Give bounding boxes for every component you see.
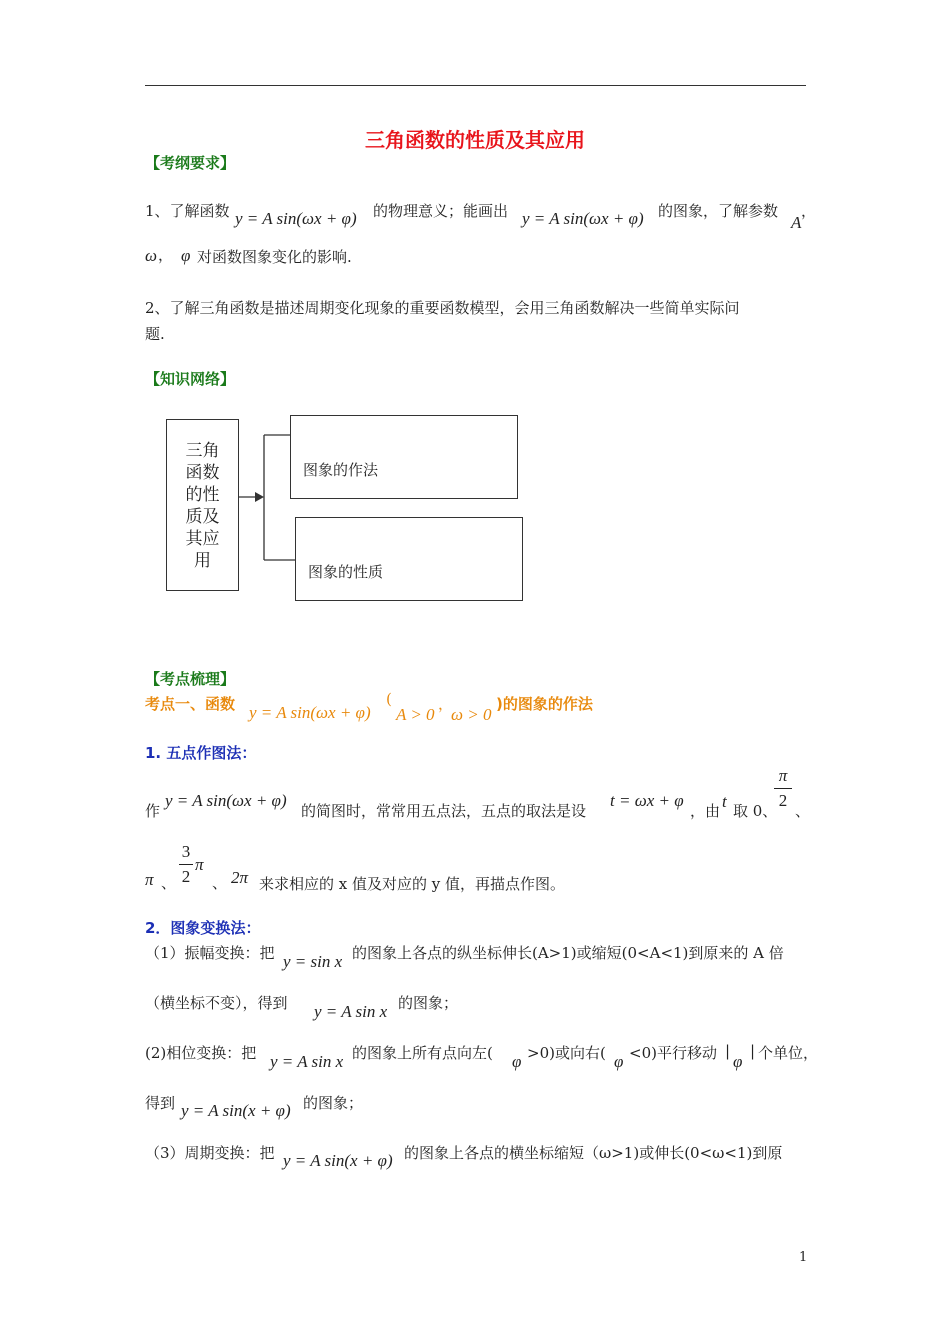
value-pi: π <box>195 855 204 874</box>
point1-comma: ， <box>438 695 454 713</box>
subheading-transform: 2．图象变换法： <box>145 919 261 937</box>
transform2-phi-1: φ <box>512 1052 522 1071</box>
header-rule <box>145 85 806 86</box>
value-2pi: 2π <box>231 868 249 887</box>
five-point-t-formula: t = ωx + φ <box>610 791 684 810</box>
transform2-text-a: (2)相位变换：把 <box>145 1044 257 1062</box>
fraction-pi-over-2: π 2 <box>774 766 792 811</box>
five-point-text-b: 的简图时，常常用五点法，五点的取法是设 <box>301 802 587 820</box>
subheading-five-point: 1. 五点作图法： <box>145 744 257 762</box>
section-heading-network: 【知识网络】 <box>145 370 236 388</box>
transform2-text-b: 的图象上所有点向左( <box>352 1044 493 1062</box>
five-point-text-d: 取 0、 <box>733 802 778 820</box>
five-point-text-tail: 来求相应的 x 值及对应的 y 值，再描点作图。 <box>259 875 566 893</box>
five-point-formula: y = A sin(ωx + φ) <box>165 791 287 810</box>
transform2-phi-3: φ <box>733 1052 743 1071</box>
transform2-text-e: 个单位， <box>758 1044 819 1062</box>
comma: ， <box>158 246 174 264</box>
transform2-phi-2: φ <box>614 1052 624 1071</box>
five-point-text-c: ，由 <box>690 802 721 820</box>
point1-text-b: )的图象的作法 <box>496 695 593 713</box>
param-phi: φ <box>181 246 191 265</box>
separator: 、 <box>212 874 228 892</box>
box-label-properties: 图象的性质 <box>308 563 384 581</box>
transform3-formula: y = A sin(x + φ) <box>283 1151 393 1170</box>
transform1-text-c: （横坐标不变），得到 <box>145 994 288 1012</box>
transform1-text-b: 的图象上各点的纵坐标伸长(A>1)或缩短(0<A<1)到原来的 A 倍 <box>352 944 784 962</box>
box-label-drawing: 图象的作法 <box>303 461 379 479</box>
network-box-drawing-method <box>290 415 518 499</box>
transform2-text-g: 的图象； <box>303 1094 364 1112</box>
point1-formula: y = A sin(ωx + φ) <box>249 703 371 722</box>
transform2-text-d: <0)平行移动 <box>629 1044 717 1062</box>
transform2-formula-asinx: y = A sin x <box>270 1052 344 1071</box>
comma: ， <box>801 202 817 220</box>
req1-text-tail: 对函数图象变化的影响. <box>197 248 352 266</box>
network-root-box <box>166 419 239 591</box>
transform3-text-a: （3）周期变换：把 <box>145 1144 275 1162</box>
five-point-t: t <box>722 792 727 811</box>
section-heading-points: 【考点梳理】 <box>145 670 236 688</box>
fraction-three-halves: 3 2 <box>179 842 193 887</box>
page-number: 1 <box>799 1250 808 1265</box>
req1-formula-2: y = A sin(ωx + φ) <box>522 209 644 228</box>
transform2-abs-left: | <box>725 1042 731 1060</box>
transform1-formula-asinx: y = A sin x <box>314 1002 388 1021</box>
separator: 、 <box>161 874 177 892</box>
transform2-abs-right: | <box>750 1042 756 1060</box>
network-box-properties <box>295 517 523 601</box>
section-heading-requirements: 【考纲要求】 <box>145 154 236 172</box>
param-omega: ω <box>145 246 158 265</box>
transform2-formula-shift: y = A sin(x + φ) <box>181 1101 291 1120</box>
transform3-text-b: 的图象上各点的横坐标缩短（ω>1)或伸长(0<ω<1)到原 <box>404 1144 783 1162</box>
five-point-text-a: 作 <box>145 802 161 820</box>
transform2-text-c: >0)或向右( <box>527 1044 606 1062</box>
req1-text-c: 的图象，了解参数 <box>658 202 779 220</box>
separator: 、 <box>795 802 811 820</box>
req1-text-b: 的物理意义；能画出 <box>373 202 509 220</box>
param-a: A <box>791 213 802 232</box>
req2-line2: 题. <box>145 325 165 343</box>
req2-line1: 2、了解三角函数是描述周期变化现象的重要函数模型，会用三角函数解决一些简单实际问 <box>145 299 740 317</box>
req1-formula-1: y = A sin(ωx + φ) <box>235 209 357 228</box>
point1-cond-omega: ω > 0 <box>451 705 492 724</box>
point1-paren: ( <box>386 690 392 708</box>
value-pi: π <box>145 870 154 889</box>
transform1-text-a: （1）振幅变换：把 <box>145 944 275 962</box>
page-title: 三角函数的性质及其应用 <box>365 128 585 152</box>
transform1-text-d: 的图象； <box>398 994 459 1012</box>
transform2-text-f: 得到 <box>145 1094 176 1112</box>
transform1-formula-sinx: y = sin x <box>283 952 343 971</box>
network-root-label: 三角 函数 的性 质及 其应 用 <box>185 441 220 571</box>
point1-cond-a: A > 0 <box>396 705 435 724</box>
point1-text-a: 考点一、函数 <box>145 695 236 713</box>
req1-text-a: 1、了解函数 <box>145 202 230 220</box>
